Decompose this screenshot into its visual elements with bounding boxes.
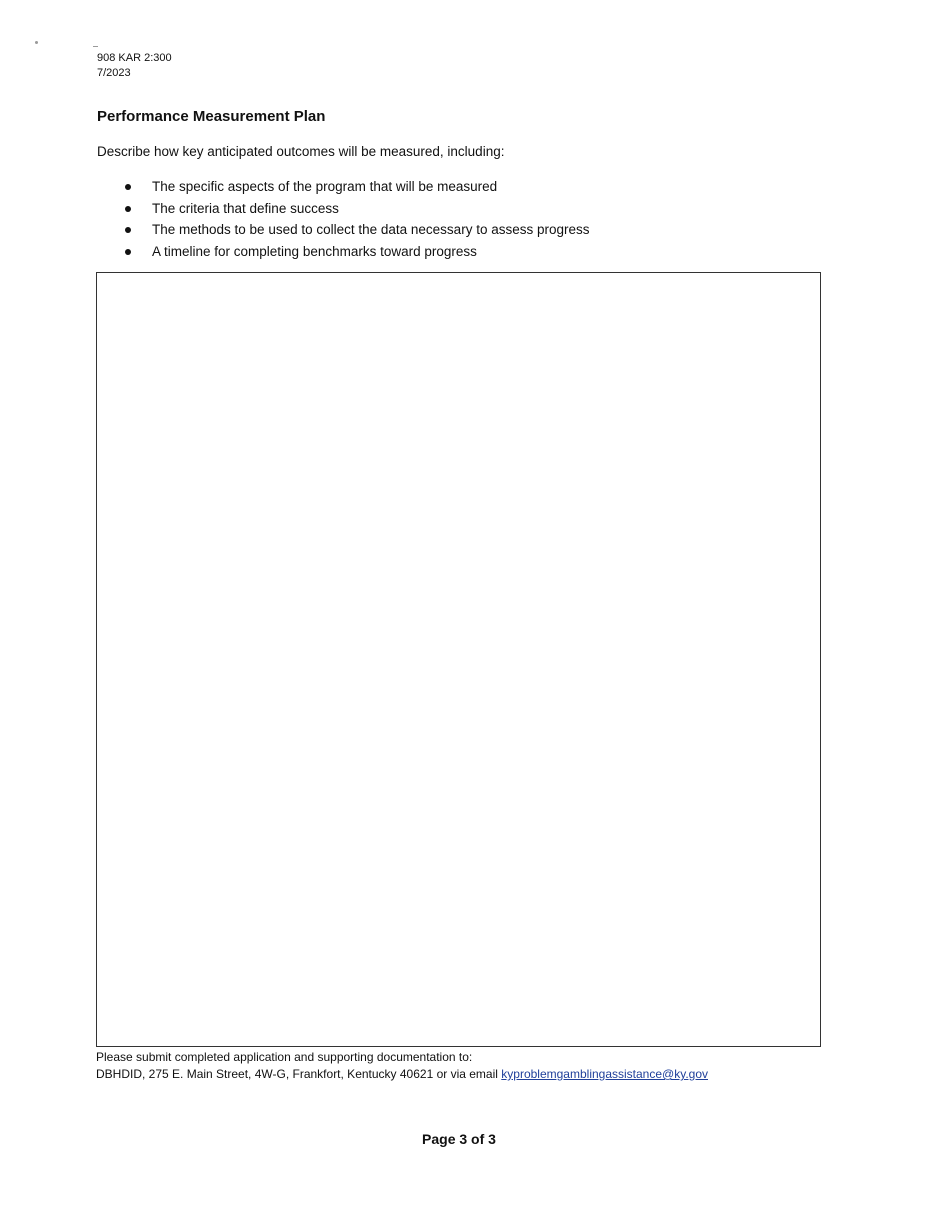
submit-line: Please submit completed application and supporting documentation to: bbox=[96, 1050, 473, 1064]
list-item bbox=[97, 241, 590, 263]
submission-instructions bbox=[96, 1049, 708, 1083]
response-text-box[interactable] bbox=[96, 272, 821, 1047]
list-item-text: The methods to be used to collect the data necessary to assess progress bbox=[152, 222, 590, 237]
bullet-icon bbox=[125, 206, 131, 212]
list-item bbox=[97, 198, 590, 220]
scan-artifact bbox=[93, 46, 98, 47]
regulation-number: 908 KAR 2:300 bbox=[97, 52, 172, 64]
address-line bbox=[96, 1066, 708, 1083]
list-item bbox=[97, 219, 590, 241]
section-instructions: Describe how key anticipated outcomes will be measured, including: bbox=[97, 144, 505, 159]
list-item-text: The criteria that define success bbox=[152, 200, 339, 216]
document-code bbox=[97, 51, 172, 81]
section-title: Performance Measurement Plan bbox=[97, 108, 326, 125]
email-link[interactable]: kyproblemgamblingassistance@ky.gov bbox=[501, 1067, 708, 1081]
list-item-text: The specific aspects of the program that will be measured bbox=[152, 179, 498, 194]
page-number: Page 3 of 3 bbox=[422, 1131, 496, 1147]
scan-artifact bbox=[35, 41, 38, 44]
bullet-icon bbox=[125, 184, 131, 190]
list-item bbox=[97, 176, 590, 198]
revision-date: 7/2023 bbox=[97, 67, 131, 79]
bullet-icon bbox=[125, 227, 131, 233]
list-item-text: A timeline for completing benchmarks toward progress bbox=[152, 243, 477, 259]
requirements-list bbox=[97, 176, 590, 262]
bullet-icon bbox=[125, 249, 131, 255]
mailing-address: DBHDID, 275 E. Main Street, 4W-G, Frankfort, Kentucky 40621 or via email bbox=[96, 1067, 502, 1081]
